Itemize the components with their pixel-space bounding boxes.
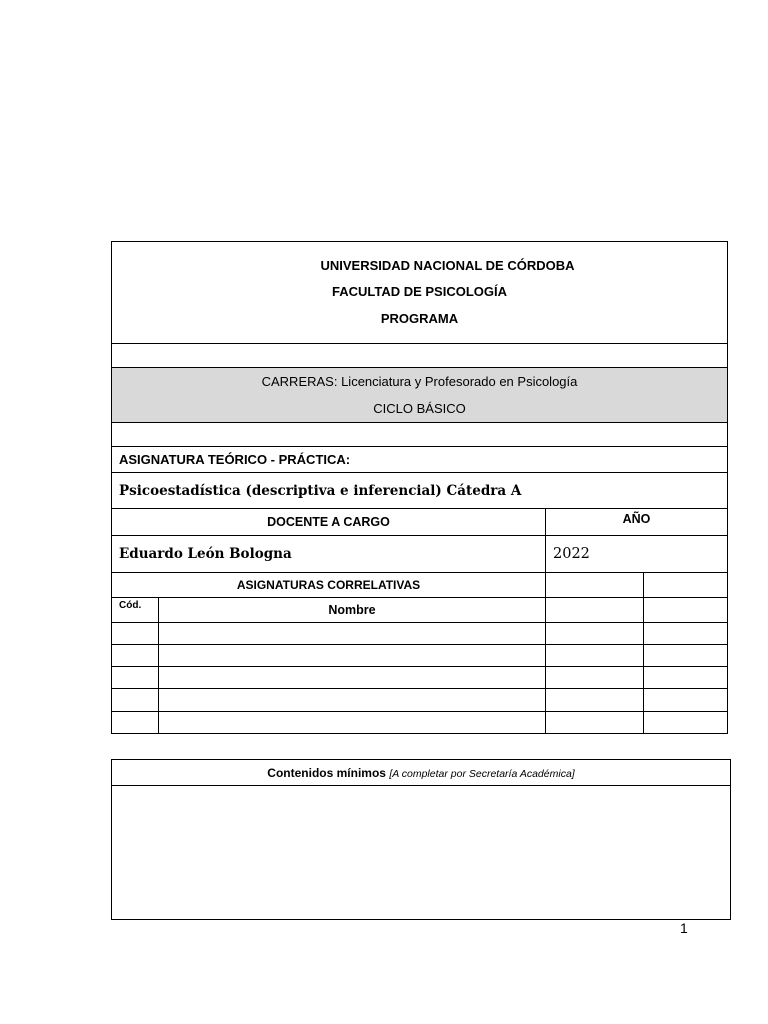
table-row [112, 667, 728, 689]
table-row [112, 645, 728, 667]
contents-note: [A completar por Secretaría Académica] [389, 767, 575, 780]
name-header: Nombre [159, 598, 546, 623]
empty-cell [644, 573, 728, 598]
table-row [112, 712, 728, 734]
spacer-row [112, 344, 728, 368]
university-name: UNIVERSIDAD NACIONAL DE CÓRDOBA [320, 257, 575, 273]
careers-cell [112, 368, 728, 423]
contents-title: Contenidos mínimos [267, 765, 386, 780]
contents-body [112, 786, 731, 920]
page-number: 1 [680, 920, 688, 936]
contents-table [111, 759, 731, 920]
careers-label: CARRERAS: Licenciatura y Profesorado en Psicología [261, 374, 578, 389]
faculty-name: FACULTAD DE PSICOLOGÍA [331, 284, 508, 300]
table-row [112, 689, 728, 712]
correlatives-title: ASIGNATURAS CORRELATIVAS [112, 573, 546, 598]
code-header: Cód. [112, 598, 159, 623]
header-cell [112, 242, 728, 344]
spacer-row [112, 423, 728, 447]
program-title: PROGRAMA [380, 310, 459, 326]
teacher-label: DOCENTE A CARGO [112, 509, 546, 536]
program-form-table [111, 241, 728, 734]
table-row [112, 623, 728, 645]
empty-cell [644, 598, 728, 623]
empty-cell [546, 598, 644, 623]
empty-cell [546, 573, 644, 598]
cycle-label: CICLO BÁSICO [373, 401, 466, 416]
contents-title-cell [112, 760, 731, 786]
year-label: AÑO [546, 509, 728, 536]
year-value: 2022 [546, 536, 728, 573]
subject-type-label: ASIGNATURA TEÓRICO - PRÁCTICA: [112, 447, 728, 473]
subject-name: Psicoestadística (descriptiva e inferencial) Cátedra A [112, 473, 728, 509]
teacher-name: Eduardo León Bologna [112, 536, 546, 573]
